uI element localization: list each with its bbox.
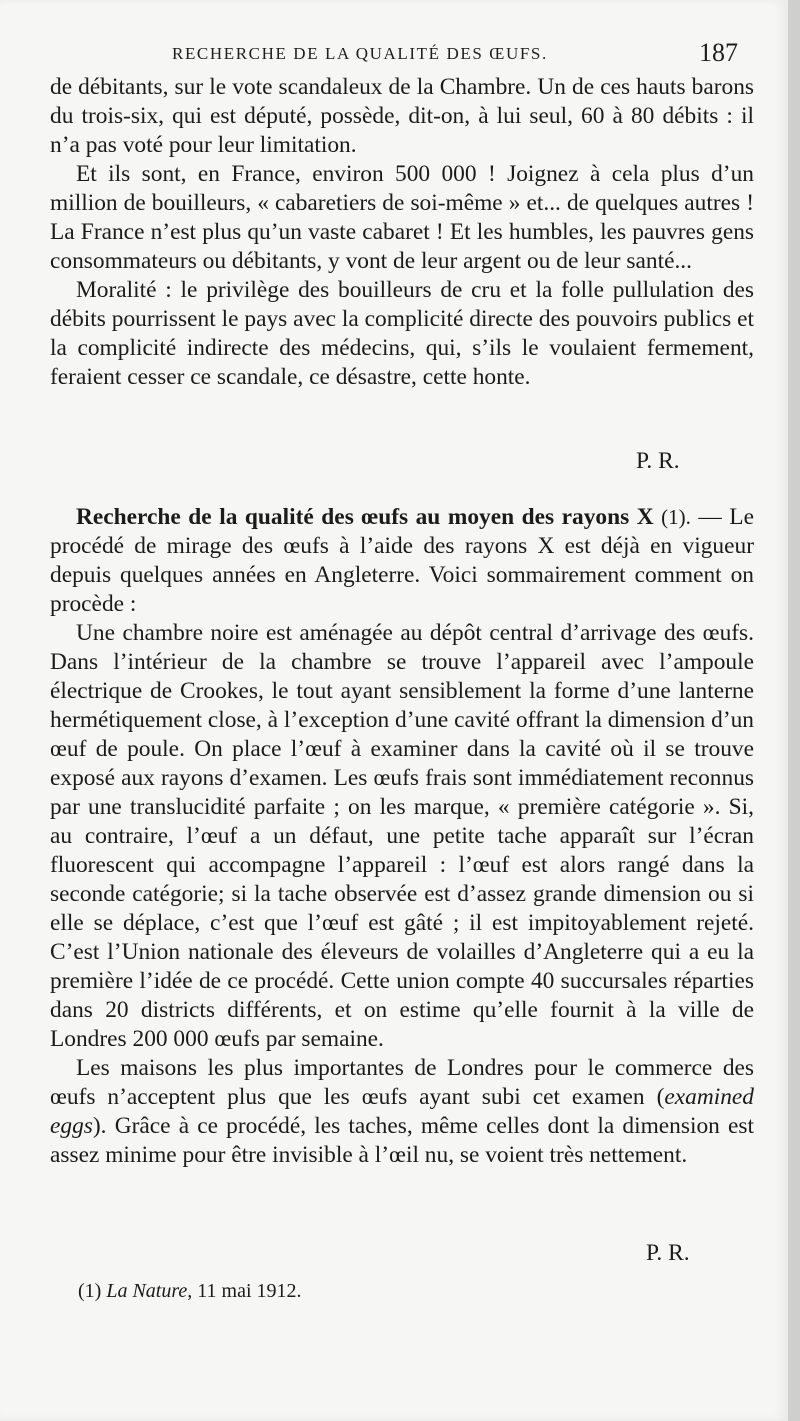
article-text (50, 503, 754, 1170)
article-intro (50, 503, 754, 619)
footnote (78, 1280, 302, 1303)
footnote-number: (1) (78, 1280, 102, 1302)
signature-2: P. R. (646, 1240, 690, 1266)
article-intro-text: — Le procédé de mirage des œufs à l’aide des rayons X est déjà en vigueur depuis quelques années en Angleterre. Voici sommairement comment on procède : (50, 504, 754, 617)
article-paragraph-2: Une chambre noire est aménagée au dépôt central d’arrivage des œufs. Dans l’intérieur de la chambre se trouve l’appareil avec l’ampoule électrique de Crookes, le tout ayant sensiblement la forme d’une lanterne hermétiquement close, à l’exception d’une cavité offrant la dimension d’un œuf de poule. On place l’œuf à examiner dans la cavité où il se trouve exposé aux rayons d’examen. Les œufs frais sont immédiatement reconnus par une translucidité parfaite ; on les marque, « première catégorie ». Si, au contraire, l’œuf a un défaut, une petite tache apparaît sur l’écran fluorescent qui accompagne l’appareil : l’œuf est alors rangé dans la seconde catégorie; si la tache observée est d’assez grande dimension ou si elle se déplace, c’est que l’œuf est gâté ; il est impitoyablement rejeté. C’est l’Union nationale des éleveurs de volailles d’Angleterre qui a eu la première l’idée de ce procédé. Cette union compte 40 succursales réparties dans 20 districts différents, et on estime qu’elle fournit à la ville de Londres 200 000 œufs par semaine. (50, 620, 754, 1052)
article-paragraph-3 (50, 1054, 754, 1170)
running-head: RECHERCHE DE LA QUALITÉ DES ŒUFS. (172, 44, 548, 63)
footnote-source: La Nature (106, 1280, 188, 1302)
paragraph-3-start: Les maisons les plus importantes de Londres pour le commerce des œufs n’acceptent plus que les œufs ayant subi cet examen ( (50, 1055, 754, 1110)
article-title: Recherche de la qualité des œufs au moyen des rayons X (76, 504, 654, 530)
footnote-reference: (1). (661, 505, 691, 529)
page-edge (788, 0, 800, 1421)
footnote-date: , 11 mai 1912. (187, 1280, 302, 1302)
italic-term: examined eggs (50, 1084, 754, 1139)
paragraph-3: Moralité : le privilège des bouilleurs de cru et la folle pullulation des débits pourrissent le pays avec la complicité directe des pouvoirs publics et la complicité indirecte des médecins, qui, s’ils le voulaient fermement, feraient cesser ce scandale, ce désastre, cette honte. (50, 277, 754, 390)
page-header (172, 38, 770, 74)
section-1-text (50, 73, 754, 392)
page-number: 187 (699, 38, 738, 67)
paragraph-2: Et ils sont, en France, environ 500 000 ! Joignez à cela plus d’un million de bouilleurs, « cabaretiers de soi-même » et... de quelques autres ! La France n’est plus qu’un vaste cabaret ! Et les humbles, les pauvres gens consommateurs ou débitants, y vont de leur argent ou de leur santé... (50, 161, 754, 274)
paragraph-3-end: ). Grâce à ce procédé, les taches, même celles dont la dimension est assez minime pour être invisible à l’œil nu, se voient très nettement. (50, 1113, 754, 1168)
paragraph-1: de débitants, sur le vote scandaleux de la Chambre. Un de ces hauts barons du trois-six, qui est député, possède, dit-on, à lui seul, 60 à 80 débits : il n’a pas voté pour leur limitation. (50, 74, 754, 158)
signature-1: P. R. (636, 448, 680, 474)
